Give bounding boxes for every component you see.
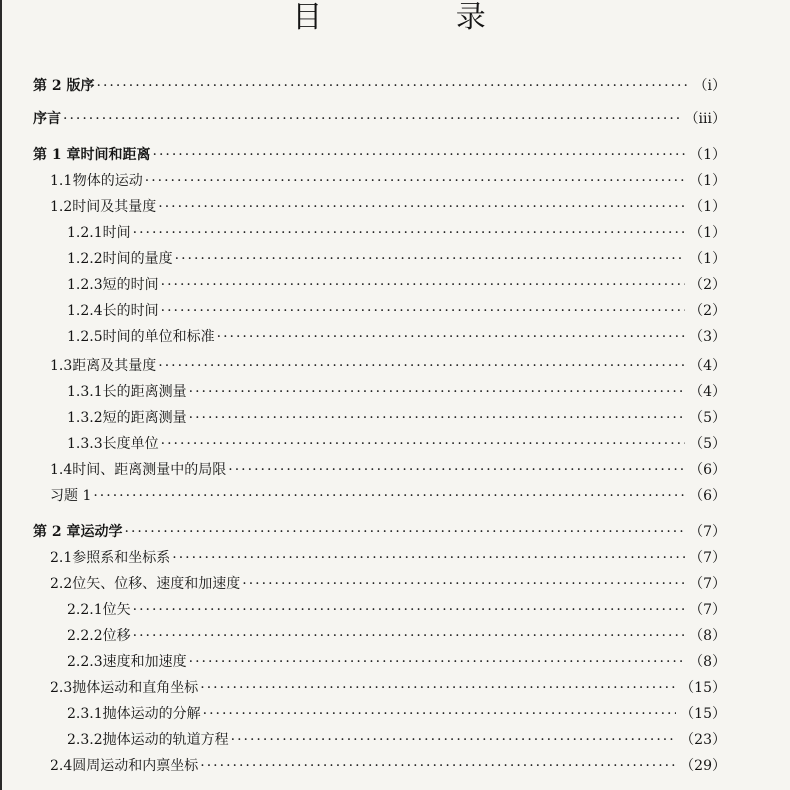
toc-entry-number: 第 1 章 [33, 147, 81, 163]
toc-entry[interactable] [50, 677, 726, 699]
dot-leader [242, 573, 685, 595]
toc-entry-number: 1.4 [50, 462, 73, 478]
toc-entry[interactable] [67, 326, 726, 348]
toc-entry-number: 1.3.3 [67, 436, 103, 452]
toc-entry-label: 长的时间 [102, 303, 159, 319]
toc-entry[interactable] [50, 547, 726, 569]
toc-entry-label: 时间的量度 [102, 251, 173, 267]
toc-entry-page: （23） [680, 732, 726, 748]
toc-entry[interactable] [50, 485, 726, 507]
toc-entry-label: 时间和距离 [80, 147, 151, 163]
toc-entry[interactable] [67, 729, 726, 751]
toc-entry-page: （6） [689, 462, 726, 478]
toc-entry-page: （1） [689, 251, 726, 267]
toc-entry[interactable] [50, 196, 726, 218]
toc-entry-page: （5） [689, 436, 726, 452]
toc-entry-page: （7） [689, 550, 726, 566]
dot-leader [217, 326, 685, 348]
toc-entry-label: 距离及其量度 [72, 358, 157, 374]
toc-entry-number: 1.2.1 [67, 225, 103, 241]
dot-leader [93, 485, 685, 507]
toc-entry[interactable] [33, 144, 726, 166]
toc-entry-page: （4） [689, 384, 726, 400]
toc-entry[interactable] [33, 521, 726, 543]
dot-leader [133, 222, 685, 244]
toc-entry-page: （7） [689, 602, 726, 618]
toc-entry-label: 长度单位 [102, 436, 159, 452]
toc-entry-page: （6） [689, 488, 726, 504]
toc-entry-number: 2.2.3 [67, 654, 103, 670]
toc-entry-label: 物体的运动 [72, 173, 143, 189]
toc-entry-page: （5） [689, 410, 726, 426]
toc-entry-label: 时间、距离测量中的局限 [72, 462, 227, 478]
toc-entry-page: （4） [689, 358, 726, 374]
toc-entry-number: 2.3.1 [67, 706, 103, 722]
dot-leader [228, 459, 685, 481]
toc-entry-label: 时间及其量度 [72, 199, 157, 215]
toc-entry-number: 第 2 章 [33, 524, 81, 540]
toc-entry-label: 抛体运动和直角坐标 [72, 680, 199, 696]
toc-entry-number: 1.2.5 [67, 329, 103, 345]
toc-entry[interactable] [67, 248, 726, 270]
toc-entry[interactable] [67, 599, 726, 621]
dot-leader [172, 547, 685, 569]
toc-entry-page: （1） [689, 225, 726, 241]
toc-entry[interactable] [67, 274, 726, 296]
page-title: 目 录 [292, 0, 548, 35]
toc-entry-page: （2） [689, 303, 726, 319]
toc-entry-number: 2.3 [50, 680, 73, 696]
toc-entry-label: 速度和加速度 [102, 654, 187, 670]
dot-leader [125, 521, 686, 543]
dot-leader [189, 381, 685, 403]
dot-leader [161, 274, 685, 296]
toc-entry-page: （1） [689, 199, 726, 215]
toc-entry-label: 位移 [102, 628, 131, 644]
toc-entry-number: 2.3.2 [67, 732, 103, 748]
dot-leader [200, 755, 676, 777]
toc-entry-page: （2） [689, 277, 726, 293]
toc-entry-label: 时间的单位和标准 [102, 329, 215, 345]
toc-entry[interactable] [50, 459, 726, 481]
toc-entry[interactable] [50, 573, 726, 595]
toc-entry-page: （15） [680, 680, 726, 696]
toc-entry-number: 习题 1 [50, 488, 92, 504]
toc-entry-number: 1.2.4 [67, 303, 103, 319]
toc-entry-number: 1.2.3 [67, 277, 103, 293]
dot-leader [158, 196, 685, 218]
toc-entry[interactable] [50, 755, 726, 777]
toc-entry-label: 圆周运动和内禀坐标 [72, 758, 199, 774]
toc-entry-page: （7） [689, 576, 726, 592]
toc-entry-number: 第 2 版序 [33, 78, 95, 94]
toc-entry-page: （7） [689, 524, 726, 540]
toc-entry[interactable] [67, 300, 726, 322]
dot-leader [133, 625, 685, 647]
toc-entry-number: 序言 [33, 111, 61, 127]
toc-entry[interactable] [67, 625, 726, 647]
dot-leader [161, 433, 685, 455]
dot-leader [63, 108, 681, 130]
toc-entry-number: 1.2 [50, 199, 73, 215]
toc-entry-page: （8） [689, 654, 726, 670]
toc-entry-page: （1） [689, 147, 726, 163]
toc-entry-number: 1.1 [50, 173, 73, 189]
toc-entry[interactable] [67, 433, 726, 455]
toc-entry-label: 位矢、位移、速度和加速度 [72, 576, 241, 592]
toc-entry-number: 2.2 [50, 576, 73, 592]
dot-leader [97, 75, 690, 97]
toc-entry-label: 长的距离测量 [102, 384, 187, 400]
toc-entry-label: 短的时间 [102, 277, 159, 293]
toc-entry-number: 1.3.2 [67, 410, 103, 426]
toc-entry-page: （8） [689, 628, 726, 644]
toc-entry-label: 抛体运动的分解 [102, 706, 201, 722]
toc-entry-label: 运动学 [80, 524, 123, 540]
toc-entry-page: （ⅰ） [693, 78, 726, 94]
toc-entry-label: 参照系和坐标系 [72, 550, 171, 566]
dot-leader [189, 407, 685, 429]
dot-leader [145, 170, 685, 192]
toc-entry-number: 1.3.1 [67, 384, 103, 400]
dot-leader [161, 300, 685, 322]
toc-entry-number: 1.2.2 [67, 251, 103, 267]
toc-entry[interactable] [33, 75, 726, 97]
toc-entry-number: 1.3 [50, 358, 73, 374]
toc-entry-page: （1） [689, 173, 726, 189]
toc-entry[interactable] [33, 108, 726, 130]
toc-entry[interactable] [67, 407, 726, 429]
toc-entry-number: 2.4 [50, 758, 73, 774]
dot-leader [231, 729, 677, 751]
toc-entry-number: 2.2.1 [67, 602, 103, 618]
toc-entry-number: 2.2.2 [67, 628, 103, 644]
dot-leader [203, 703, 677, 725]
dot-leader [133, 599, 685, 621]
toc-entry[interactable] [67, 381, 726, 403]
toc-entry[interactable] [67, 703, 726, 725]
toc-entry-page: （3） [689, 329, 726, 345]
toc-entry-label: 时间 [102, 225, 131, 241]
toc-entry-number: 2.1 [50, 550, 73, 566]
toc-entry-label: 抛体运动的轨道方程 [102, 732, 229, 748]
dot-leader [153, 144, 686, 166]
toc-entry[interactable] [67, 651, 726, 673]
toc-entry[interactable] [67, 222, 726, 244]
toc-entry-label: 位矢 [102, 602, 131, 618]
toc-entry[interactable] [50, 170, 726, 192]
toc-entry-page: （15） [680, 706, 726, 722]
dot-leader [200, 677, 676, 699]
toc-entry-label: 短的距离测量 [102, 410, 187, 426]
toc-entry[interactable] [50, 355, 726, 377]
dot-leader [189, 651, 685, 673]
toc-entry-page: （29） [680, 758, 726, 774]
dot-leader [175, 248, 685, 270]
toc-entry-page: （ⅲ） [684, 111, 726, 127]
dot-leader [158, 355, 685, 377]
